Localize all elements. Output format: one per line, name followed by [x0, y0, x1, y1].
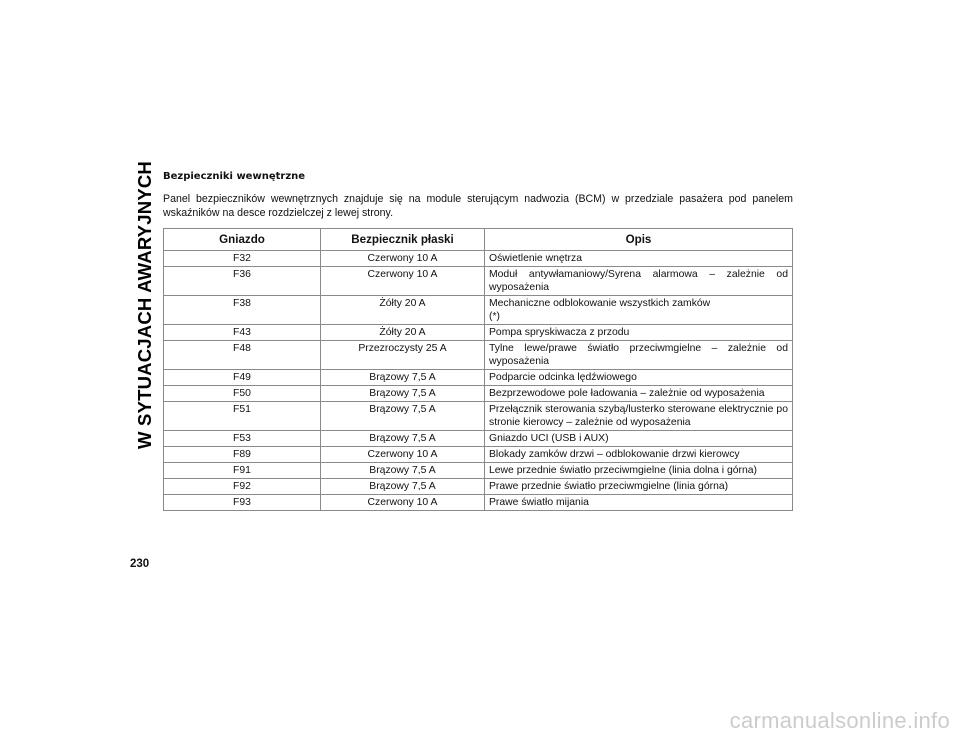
description-cell: Moduł antywłamaniowy/Syrena alarmowa – zależnie od wyposażenia	[485, 267, 793, 296]
table-row	[164, 386, 793, 402]
fuse-table-body	[164, 251, 793, 511]
description-cell: Przełącznik sterowania szybą/lusterko sterowane elektrycznie po stronie kierowcy – zależnie od wyposażenia	[485, 402, 793, 431]
description-cell: Blokady zamków drzwi – odblokowanie drzwi kierowcy	[485, 447, 793, 463]
description-cell: Pompa spryskiwacza z przodu	[485, 325, 793, 341]
socket-cell: F92	[164, 479, 321, 495]
socket-cell: F51	[164, 402, 321, 431]
table-row	[164, 267, 793, 296]
table-row	[164, 447, 793, 463]
fuse-table-header-row	[164, 229, 793, 251]
socket-cell: F93	[164, 495, 321, 511]
table-row	[164, 479, 793, 495]
intro-paragraph: Panel bezpieczników wewnętrznych znajduje się na module sterującym nadwozia (BCM) w przedziale pasażera pod panelem wskaźników na desce rozdzielczej z lewej strony.	[163, 193, 793, 219]
page-number: 230	[130, 558, 150, 570]
socket-cell: F38	[164, 296, 321, 325]
socket-cell: F89	[164, 447, 321, 463]
description-cell: Mechaniczne odblokowanie wszystkich zamków (*)	[485, 296, 793, 325]
description-cell: Prawe światło mijania	[485, 495, 793, 511]
description-cell: Gniazdo UCI (USB i AUX)	[485, 431, 793, 447]
section-title: Bezpieczniki wewnętrzne	[163, 171, 306, 182]
fuse-cell: Brązowy 7,5 A	[321, 386, 485, 402]
table-row	[164, 463, 793, 479]
description-cell: Oświetlenie wnętrza	[485, 251, 793, 267]
header-fuse: Bezpiecznik płaski	[321, 229, 485, 251]
fuse-cell: Brązowy 7,5 A	[321, 370, 485, 386]
fuse-cell: Brązowy 7,5 A	[321, 402, 485, 431]
socket-cell: F36	[164, 267, 321, 296]
table-row	[164, 296, 793, 325]
fuse-cell: Brązowy 7,5 A	[321, 479, 485, 495]
table-row	[164, 325, 793, 341]
socket-cell: F50	[164, 386, 321, 402]
fuse-cell: Czerwony 10 A	[321, 447, 485, 463]
fuse-cell: Czerwony 10 A	[321, 251, 485, 267]
socket-cell: F48	[164, 341, 321, 370]
chapter-side-title-text: W SYTUACJACH AWARYJNYCH	[134, 161, 155, 449]
socket-cell: F53	[164, 431, 321, 447]
table-row	[164, 370, 793, 386]
fuse-cell: Przezroczysty 25 A	[321, 341, 485, 370]
fuse-cell: Żółty 20 A	[321, 296, 485, 325]
fuse-cell: Brązowy 7,5 A	[321, 431, 485, 447]
description-cell: Bezprzewodowe pole ładowania – zależnie od wyposażenia	[485, 386, 793, 402]
fuse-cell: Żółty 20 A	[321, 325, 485, 341]
socket-cell: F43	[164, 325, 321, 341]
socket-cell: F32	[164, 251, 321, 267]
description-cell: Podparcie odcinka lędźwiowego	[485, 370, 793, 386]
table-row	[164, 402, 793, 431]
fuse-cell: Czerwony 10 A	[321, 495, 485, 511]
table-row	[164, 251, 793, 267]
fuse-cell: Brązowy 7,5 A	[321, 463, 485, 479]
description-cell: Lewe przednie światło przeciwmgielne (linia dolna i górna)	[485, 463, 793, 479]
table-row	[164, 341, 793, 370]
fuse-table	[163, 228, 793, 511]
description-cell: Tylne lewe/prawe światło przeciwmgielne – zależnie od wyposażenia	[485, 341, 793, 370]
socket-cell: F91	[164, 463, 321, 479]
table-row	[164, 431, 793, 447]
socket-cell: F49	[164, 370, 321, 386]
header-socket: Gniazdo	[164, 229, 321, 251]
description-cell: Prawe przednie światło przeciwmgielne (linia górna)	[485, 479, 793, 495]
watermark: carmanualsonline.info	[729, 708, 950, 733]
header-description: Opis	[485, 229, 793, 251]
table-row	[164, 495, 793, 511]
chapter-side-title	[131, 161, 159, 449]
fuse-cell: Czerwony 10 A	[321, 267, 485, 296]
